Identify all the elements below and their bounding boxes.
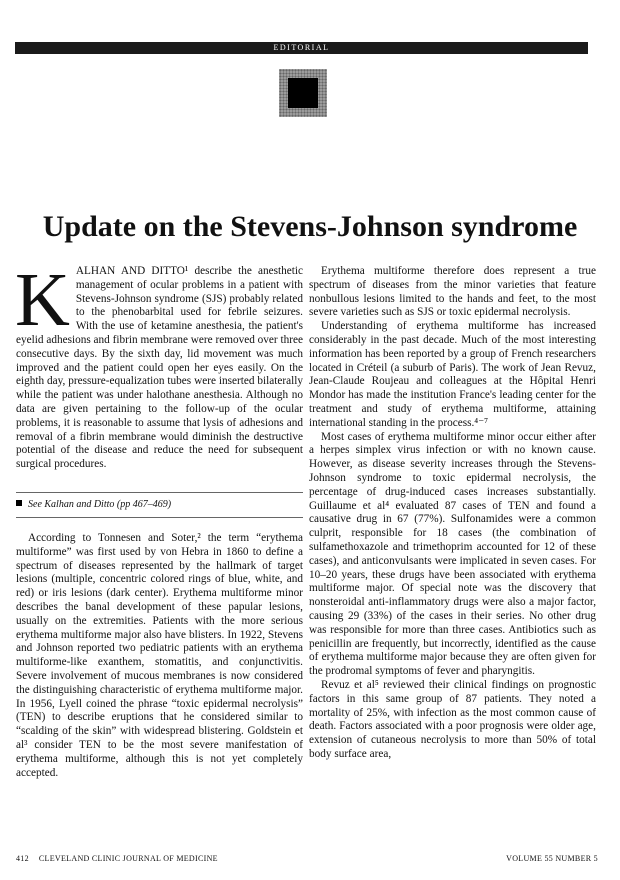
intro-paragraph	[15, 258, 303, 472]
logo-center-square	[288, 78, 318, 108]
journal-logo-icon	[279, 69, 327, 117]
cross-reference-text: See Kalhan and Ditto (pp 467–469)	[28, 498, 172, 510]
journal-name: CLEVELAND CLINIC JOURNAL OF MEDICINE	[38, 854, 218, 863]
drop-cap: K	[15, 258, 70, 342]
cross-reference	[16, 492, 303, 518]
left-column	[15, 258, 303, 780]
right-column	[309, 265, 596, 762]
body-paragraph: Most cases of erythema multiforme minor occur either after a herpes simplex virus infection or with no known cause. However, as disease severity increases through the Stevens-Johnson syndrome to toxic epidermal necrolysis, the percentage of drug-induced cases increases substantially. Guillaume et al⁴ evaluated 87 cases of TEN and found a causative drug in 67 (77%). Sulfonamides were a common culprit, responsible for 18 cases (the combination of sulfamethoxazole and trimethoprim accounted for 12 of these cases), and anticonvulsants were implicated in seven cases. For 10–20 years, these drugs have been associated with erythema multiforme major. Of special note was the discovery that nonsteroidal anti-inflammatory drugs were also a major factor, causing 29 (33%) of the cases in their series. No other drug was responsible for more than three cases. Antibiotics such as penicillin are frequently, but incorrectly, identified as the cause of erythema multiforme major because they are often given for the prodromal symptoms of fever and pharyngitis.	[309, 430, 596, 678]
footer-left	[16, 854, 218, 863]
section-label: EDITORIAL	[273, 43, 330, 52]
article-title: Update on the Stevens-Johnson syndrome	[42, 210, 578, 243]
intro-text: ALHAN AND DITTO¹ describe the anesthetic management of ocular problems in a patient with Stevens-Johnson syndrome (SJS) probably related to the phenobarbital used for febrile seizures. With the use of ketamine anesthesia, the patient's eyelid adhesions and fibrin membrane were removed over three consecutive days. By the sixth day, lid movement was much improved and the patient could open her eyes easily. On the eighth day, pressure-equalization tubes were inserted bilaterally while the patient was under halothane anesthesia. Although no data are given pertaining to the follow-up of the ocular problems, it is reasonable to assume that lysis of adhesions and removal of a fibrin membrane would diminish the destructive potential of the disease and reduce the need for subsequent surgical procedures.	[16, 265, 303, 471]
page-number: 412	[16, 854, 29, 863]
section-header-bar	[15, 42, 588, 54]
body-paragraph: Revuz et al⁵ reviewed their clinical findings on prognostic factors in this same group of 87 patients. They noted a mortality of 25%, with infection as the most common cause of death. Factors associated with a poor prognosis were older age, extension of cutaneous necrolysis to more than 50% of total body surface area,	[309, 678, 596, 760]
volume-info: VOLUME 55 NUMBER 5	[506, 854, 598, 863]
square-bullet-icon	[16, 500, 22, 506]
body-paragraph: Understanding of erythema multiforme has increased considerably in the past decade. Much of the most interesting information has been reported by a group of French researchers located in Créteil (a suburb of Paris). The work of Jean Revuz, Jean-Claude Roujeau and colleagues at the Hôpital Henri Mondor has made the institution France's leading center for the treatment and study of erythema multiforme, attaining international standing in the process.⁴⁻⁷	[309, 320, 596, 429]
body-paragraph: Erythema multiforme therefore does represent a true spectrum of diseases from the minor varieties that feature nonbullous lesions limited to the hands and feet, to the most severe varieties such as SJS or toxic epidermal necrolysis.	[309, 265, 596, 319]
body-paragraph: According to Tonnesen and Soter,² the term “erythema multiforme” was first used by von Hebra in 1860 to define a spectrum of diseases represented by the hallmark of target lesions (multiple, concentric colored rings of blue, white, and red) or iris lesions (dark center). Erythema multiforme minor describes the banal development of these papular lesions, usually on the extremities. Patients with the more serious erythema multiforme major also have blisters. In 1922, Stevens and Johnson reported two pediatric patients with an erythema multiforme-like exanthem, stomatitis, and conjunctivitis. Severe involvement of mucous membranes is now considered the distinguishing characteristic of erythema multiforme major. In 1956, Lyell coined the phrase “toxic epidermal necrolysis” (TEN) to describe eruptions that he considered similar to “scalding of the skin” with widespread blistering. Goldstein et al³ consider TEN to be the most severe manifestation of erythema multiforme, although this is not yet completely accepted.	[16, 531, 303, 779]
